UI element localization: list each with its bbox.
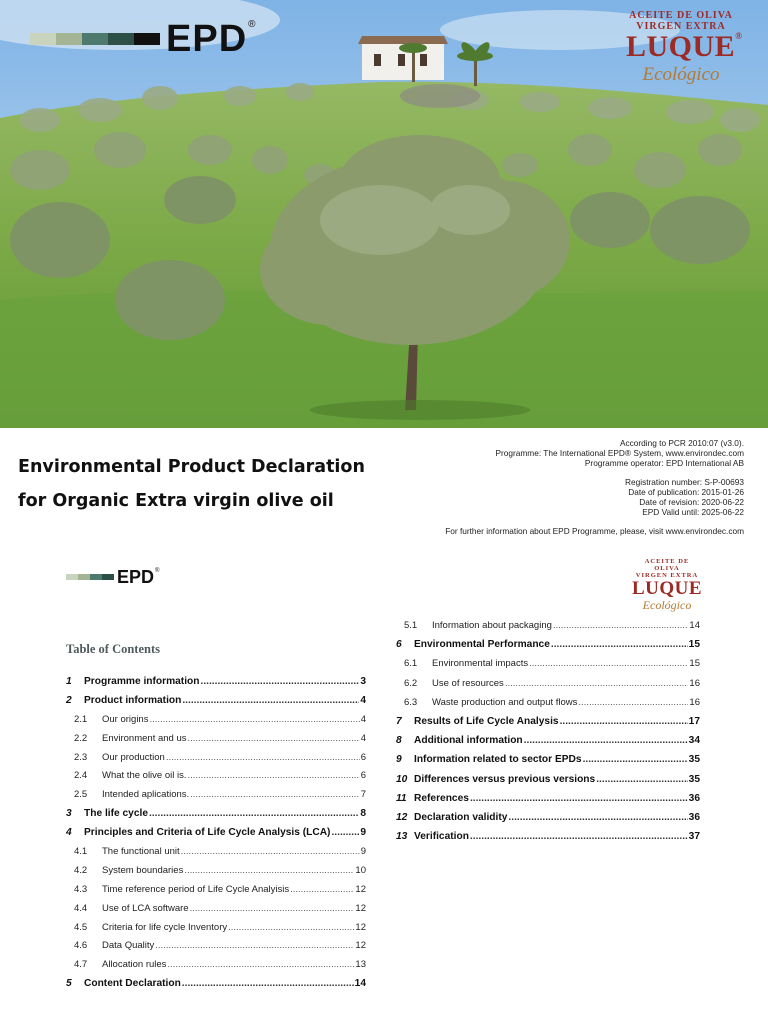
luque-subtitle: Ecológico <box>642 64 720 85</box>
toc-entry-number: 4.1 <box>74 846 88 858</box>
epd-logo-small <box>66 568 159 586</box>
toc-entry-leader <box>149 714 359 725</box>
toc-entry-title: Information about packaging <box>432 620 552 631</box>
toc-entry-title: Time reference period of Life Cycle Analyisis <box>102 883 290 895</box>
toc-entry-leader <box>155 940 354 951</box>
toc-entry-page: 9 <box>360 827 366 839</box>
toc-entry-title: Waste production and output flows <box>432 696 578 708</box>
toc-entry[interactable] <box>66 714 366 733</box>
toc-entry-number: 6 <box>396 639 402 651</box>
toc-entry-number: 13 <box>396 831 408 843</box>
toc-right-column <box>396 620 700 850</box>
toc-entry-title: Principles and Criteria of Life Cycle Analysis (LCA) <box>84 827 331 839</box>
toc-entry[interactable] <box>66 884 366 903</box>
further-info: For further information about EPD Programme, please, visit www.environdec.com <box>445 526 744 536</box>
toc-entry-number: 4.6 <box>74 940 88 952</box>
toc-entry-number: 6.2 <box>404 677 418 689</box>
toc-entry-title: Programme information <box>84 676 200 687</box>
toc-entry-leader <box>149 808 359 819</box>
epd-logo-small-bars <box>66 574 114 580</box>
toc-entry-leader <box>551 639 688 650</box>
luque-logo <box>626 10 743 86</box>
toc-entry[interactable] <box>66 827 366 846</box>
toc-entry-page: 37 <box>688 831 700 843</box>
toc-entry[interactable] <box>66 808 366 827</box>
toc-entry-number: 3 <box>66 808 72 820</box>
toc-entry-title: Our origins <box>102 713 149 725</box>
toc-entry-number: 6.1 <box>404 658 418 670</box>
luque-arc-text-1: ACEITE DE OLIVA <box>629 10 733 21</box>
toc-entry-number: 2 <box>66 694 72 706</box>
toc-entry-page: 36 <box>688 811 700 823</box>
toc-entry[interactable] <box>396 716 700 735</box>
toc-entry-page: 6 <box>360 751 366 763</box>
toc-entry-page: 36 <box>688 792 700 804</box>
toc-entry[interactable] <box>396 697 700 716</box>
toc-entry-page: 13 <box>355 959 366 971</box>
toc-entry-leader <box>228 922 354 933</box>
toc-entry-title: What the olive oil is. <box>102 770 187 782</box>
toc-entry-title: The functional unit <box>102 846 180 858</box>
toc-entry-number: 2.5 <box>74 789 88 801</box>
toc-entry-title: Information related to sector EPDs <box>414 754 582 766</box>
toc-entry-number: 4.4 <box>74 902 88 914</box>
toc-entry-number: 6.3 <box>404 696 418 708</box>
cover-photo <box>0 0 768 428</box>
toc-left-column <box>66 676 366 997</box>
toc-entry-number: 9 <box>396 754 402 766</box>
toc-entry-leader <box>331 827 359 838</box>
toc-entry-page: 17 <box>688 715 700 727</box>
toc-entry-page: 9 <box>360 846 366 858</box>
toc-entry-page: 12 <box>355 921 366 933</box>
toc-entry-number: 2.4 <box>74 770 88 782</box>
toc-entry-title: Our production <box>102 751 165 763</box>
toc-entry[interactable] <box>396 812 700 831</box>
toc-entry[interactable] <box>396 774 700 793</box>
toc-entry[interactable] <box>66 903 366 922</box>
toc-entry-number: 11 <box>396 792 407 804</box>
toc-entry-title: Declaration validity <box>414 811 508 823</box>
toc-entry-title: Product information <box>84 694 182 706</box>
toc-entry-page: 12 <box>355 883 366 895</box>
toc-entry-title: Use of resources <box>432 677 504 689</box>
toc-entry[interactable] <box>66 770 366 789</box>
toc-entry[interactable] <box>396 754 700 773</box>
title-line-1: Environmental Product Declaration <box>18 457 365 477</box>
toc-entry[interactable] <box>396 620 700 639</box>
toc-entry-leader <box>290 884 354 895</box>
luque-arc-text-2: VIRGEN EXTRA <box>636 21 726 32</box>
toc-entry-page: 15 <box>689 658 700 670</box>
publication-date: Date of publication: 2015-01-26 <box>628 487 744 497</box>
toc-entry-number: 10 <box>396 773 408 785</box>
luque-small-arc-2: VIRGEN EXTRA <box>635 572 699 579</box>
toc-entry-number: 5 <box>66 978 72 990</box>
toc-entry-title: Intended aplications. <box>102 789 190 801</box>
toc-entry-leader <box>470 793 688 804</box>
toc-entry-leader <box>596 774 687 785</box>
toc-entry[interactable] <box>66 922 366 941</box>
toc-entry-title: Use of LCA software <box>102 902 189 914</box>
title-line-2: for Organic Extra virgin olive oil <box>18 491 334 511</box>
toc-entry[interactable] <box>66 978 366 997</box>
toc-entry[interactable] <box>66 865 366 884</box>
toc-entry-title: Verification <box>414 831 469 843</box>
toc-entry-page: 16 <box>689 696 700 708</box>
revision-date: Date of revision: 2020-06-22 <box>639 497 744 507</box>
toc-entry-page: 4 <box>360 713 366 725</box>
toc-entry[interactable] <box>66 959 366 978</box>
toc-entry-page: 6 <box>360 770 366 782</box>
toc-heading: Table of Contents <box>66 642 160 656</box>
toc-entry-leader <box>190 789 360 800</box>
luque-small-arc-1: ACEITE DE OLIVA <box>644 558 690 572</box>
toc-entry-number: 4.7 <box>74 959 88 971</box>
toc-entry-title: Results of Life Cycle Analysis <box>414 715 559 727</box>
toc-entry-leader <box>508 812 687 823</box>
toc-entry-number: 2.3 <box>74 751 88 763</box>
epd-logo-bars <box>30 33 160 45</box>
toc-page <box>0 546 768 1024</box>
toc-entry-page: 35 <box>688 754 700 766</box>
toc-entry-title: Environmental impacts <box>432 658 529 670</box>
toc-entry-page: 10 <box>355 864 366 876</box>
toc-entry-leader <box>560 716 688 727</box>
toc-entry[interactable] <box>396 793 700 812</box>
luque-small-subtitle: Ecológico <box>642 598 692 612</box>
toc-entry-title: Criteria for life cycle Inventory <box>102 921 228 933</box>
toc-entry-title: The life cycle <box>84 808 148 820</box>
registration-text: Registration number: S-P-00693 <box>625 477 744 487</box>
toc-entry-page: 35 <box>688 773 700 785</box>
toc-entry-page: 4 <box>360 694 366 706</box>
toc-entry-number: 12 <box>396 811 408 823</box>
toc-entry-leader <box>166 752 360 763</box>
toc-entry-number: 7 <box>396 715 402 727</box>
toc-entry-leader <box>184 865 354 876</box>
toc-entry-number: 2.2 <box>74 732 88 744</box>
toc-entry[interactable] <box>66 695 366 714</box>
toc-entry-title: Allocation rules <box>102 959 167 971</box>
pcr-text: According to PCR 2010:07 (v3.0). <box>619 438 744 448</box>
toc-entry-number: 2.1 <box>74 713 88 725</box>
toc-entry-number: 4.2 <box>74 864 88 876</box>
toc-entry-title: Environmental Performance <box>414 639 550 651</box>
operator-text: Programme operator: EPD International AB <box>584 458 744 468</box>
toc-entry-leader <box>470 831 688 842</box>
toc-entry-leader <box>505 678 689 689</box>
toc-entry-leader <box>553 620 689 631</box>
toc-entry-number: 4.5 <box>74 921 88 933</box>
toc-entry-title: System boundaries <box>102 864 184 876</box>
toc-entry[interactable] <box>66 676 366 695</box>
toc-entry-title: Differences versus previous versions <box>414 773 596 785</box>
toc-entry-leader <box>182 978 354 989</box>
toc-entry-page: 3 <box>360 676 366 687</box>
luque-logo-small <box>632 558 702 613</box>
document-title <box>18 450 365 518</box>
toc-entry-leader <box>190 903 355 914</box>
cover-title-band <box>0 428 768 546</box>
toc-entry-page: 34 <box>688 735 700 747</box>
toc-entry-leader <box>529 658 688 669</box>
toc-entry[interactable] <box>396 678 700 697</box>
toc-entry-leader <box>167 959 354 970</box>
epd-logo <box>30 20 257 58</box>
toc-entry-leader <box>578 697 688 708</box>
toc-entry-page: 16 <box>689 677 700 689</box>
toc-entry-title: Environment and us <box>102 732 187 744</box>
toc-entry-page: 12 <box>355 940 366 952</box>
toc-entry[interactable] <box>66 733 366 752</box>
toc-entry-title: Content Declaration <box>84 978 181 990</box>
toc-entry-title: Additional information <box>414 735 523 747</box>
epd-info-block <box>414 438 744 536</box>
toc-entry[interactable] <box>66 752 366 771</box>
luque-small-brand: LUQUE <box>632 578 703 599</box>
toc-entry[interactable] <box>396 658 700 677</box>
toc-entry-number: 4 <box>66 827 72 839</box>
toc-entry-title: Data Quality <box>102 940 155 952</box>
luque-brand: LUQUE® <box>626 30 743 63</box>
toc-entry-page: 4 <box>360 732 366 744</box>
toc-entry-page: 7 <box>360 789 366 801</box>
toc-entry-leader <box>583 754 688 765</box>
toc-entry-number: 8 <box>396 735 402 747</box>
toc-entry[interactable] <box>396 735 700 754</box>
toc-entry-number: 1 <box>66 676 72 687</box>
toc-entry-leader <box>524 735 688 746</box>
toc-entry-leader <box>200 676 359 687</box>
toc-entry[interactable] <box>396 639 700 658</box>
toc-entry-leader <box>188 733 360 744</box>
programme-text: Programme: The International EPD® System, www.environdec.com <box>495 448 744 458</box>
toc-entry-leader <box>187 770 359 781</box>
toc-entry-page: 14 <box>689 620 700 631</box>
toc-entry-leader <box>181 846 360 857</box>
toc-entry-page: 15 <box>688 639 700 651</box>
toc-entry-number: 5.1 <box>404 620 418 631</box>
toc-entry[interactable] <box>396 831 700 850</box>
toc-entry-page: 12 <box>355 902 366 914</box>
valid-until: EPD Valid until: 2025-06-22 <box>642 507 744 517</box>
toc-entry-page: 14 <box>354 978 366 990</box>
epd-logo-small-text: EPD® <box>117 567 160 587</box>
toc-entry[interactable] <box>66 789 366 808</box>
toc-entry[interactable] <box>66 940 366 959</box>
toc-entry-number: 4.3 <box>74 883 88 895</box>
toc-entry-leader <box>182 695 359 706</box>
epd-logo-text: EPD® <box>166 18 257 60</box>
toc-entry[interactable] <box>66 846 366 865</box>
toc-entry-title: References <box>414 792 469 804</box>
toc-entry-page: 8 <box>360 808 366 820</box>
